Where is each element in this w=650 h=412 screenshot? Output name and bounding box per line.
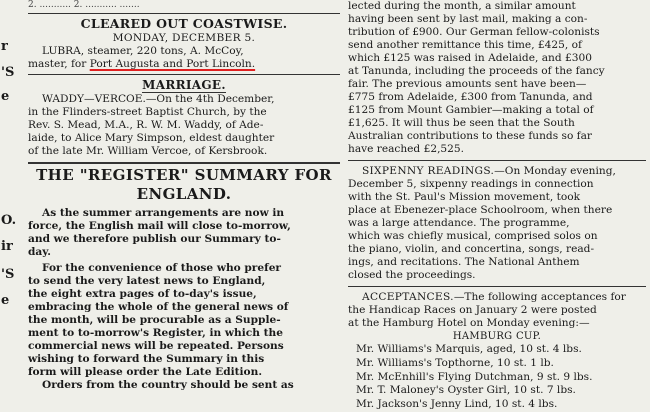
funds-line: lected during the month, a similar amount [348,0,576,12]
race-entry: Mr. Williams's Marquis, aged, 10 st. 4 lbs. [356,343,582,355]
marriage-heading-text: MARRIAGE. [142,78,226,92]
acceptances-section [348,291,646,412]
funds-line: £125 from Mount Gambier—making a total of [348,104,594,116]
divider [348,160,646,161]
sixpenny-first-line [348,165,646,178]
edge-char: r [1,39,8,54]
edge-char: e [1,89,10,104]
summary-para2-line: embracing the whole of the general news of [28,301,289,313]
acceptances-line-rest: —The following acceptances for [453,291,626,303]
funds-line: at Tanunda, including the proceeds of the fancy [348,65,605,77]
marriage-line: laide, to Alice Mary Simpson, eldest daughter [28,132,275,144]
funds-line: have reached £2,525. [348,143,465,155]
funds-line: having been sent by last mail, making a con- [348,13,588,25]
top-fragment: 2. ........... 2. ........... ....... [28,0,140,10]
marriage-line: Rev. S. Mead, M.A., R. W. M. Waddy, of Ade- [28,119,264,131]
sixpenny-readings-section [348,165,646,282]
sixpenny-line-rest: —On Monday evening, [494,165,616,177]
left-column [28,0,340,400]
edge-char: e [1,293,10,308]
summary-heading-second-line: ENGLAND. [136,185,232,203]
marriage-line: WADDY—VERCOE.—On the 4th December, [42,93,275,105]
coastwise-line: LUBRA, steamer, 220 tons, A. McCoy, [42,45,244,57]
race-entry: Mr. McEnhill's Flying Dutchman, 9 st. 9 lbs. [356,370,593,383]
divider [28,74,340,75]
sixpenny-line: with the St. Paul's Mission movement, took [348,191,581,203]
coastwise-section [28,16,340,71]
sixpenny-line: place at Ebenezer-place Schoolroom, when there [348,204,613,216]
hamburg-cup-heading: HAMBURG CUP. [452,331,542,342]
divider [348,286,646,287]
coastwise-line [28,58,340,71]
sixpenny-line: closed the proceedings. [348,269,476,281]
summary-para2-line: commercial news will be repeated. Persons [28,340,284,352]
summary-para1-line: force, the English mail will close to-morrow, [28,220,291,232]
funds-line: tribution of £900. Our German fellow-colonists [348,26,600,38]
left-edge-fragment-column [0,0,17,400]
summary-para2-line: the eight extra pages of to-day's issue, [28,288,257,300]
summary-para1-line: As the summer arrangements are now in [42,207,285,219]
sixpenny-lead: SIXPENNY READINGS. [362,165,495,177]
acceptances-line: the Handicap Races on January 2 were posted [348,304,597,316]
marriage-heading [28,77,340,93]
acceptances-lead: ACCEPTANCES. [362,291,454,303]
coastwise-line-prefix: master, for [28,58,90,70]
marriage-line: in the Flinders-street Baptist Church, by the [28,106,267,118]
funds-line: £775 from Adelaide, £300 from Tanunda, and [348,91,593,103]
funds-line: Australian contributions to these funds so far [348,130,592,142]
coastwise-destination-link[interactable]: Port Augusta and Port Lincoln. [89,58,256,70]
summary-heading: THE "REGISTER" SUMMARY FOR [36,166,332,184]
summary-para1-line: and we therefore publish our Summary to- [28,233,281,245]
edge-char: 'S [1,65,15,80]
divider [28,162,340,164]
sixpenny-line: December 5, sixpenny readings in connection [348,178,594,190]
summary-para2-line: to send the very latest news to England, [28,275,266,287]
summary-section [28,167,340,392]
edge-char: O. [1,213,17,228]
funds-line: send another remittance this time, £425, of [348,39,582,51]
summary-para2-line: form will please order the Late Edition. [28,366,263,378]
sixpenny-line: which was chiefly musical, comprised solos on [348,230,598,242]
acceptances-line: at the Hamburg Hotel on Monday evening:— [348,317,590,329]
marriage-section [28,77,340,158]
funds-line: £1,625. It will thus be seen that the South [348,117,575,129]
right-column [348,0,646,411]
funds-line: fair. The previous amounts sent have been— [348,78,587,90]
edge-char: ir [1,239,13,254]
race-entry: Mr. T. Maloney's Oyster Girl, 10 st. 7 lbs. [356,384,576,397]
funds-paragraph [348,0,646,156]
acceptances-first-line [348,291,646,304]
summary-para2-line: ment to to-morrow's Register, in which the [28,327,283,339]
summary-para2-line: wishing to forward the Summary in this [28,353,265,365]
summary-para2-line: the month, will be procurable as a Supple- [28,314,281,326]
marriage-line: of the late Mr. William Vercoe, of Kersbrook. [28,145,268,157]
sixpenny-line: ings, and recitations. The National Anthem [348,256,580,268]
race-entry: Mr. Williams's Topthorne, 10 st. 1 lb. [356,356,554,369]
sixpenny-line: the piano, violin, and concertina, songs, read- [348,243,595,255]
summary-para2-line: For the convenience of those who prefer [42,262,282,274]
summary-trailing-line: Orders from the country should be sent as [42,379,294,391]
coastwise-heading: CLEARED OUT COASTWISE. [80,16,288,31]
summary-para1-line: day. [28,246,51,258]
sixpenny-line: was a large attendance. The programme, [348,217,570,229]
divider [28,13,340,14]
funds-line: which £125 was raised in Adelaide, and £300 [348,52,592,64]
edge-char: 'S [1,267,15,282]
race-entry: Mr. Jackson's Jenny Lind, 10 st. 4 lbs. [356,398,558,411]
coastwise-date: MONDAY, DECEMBER 5. [112,32,256,44]
